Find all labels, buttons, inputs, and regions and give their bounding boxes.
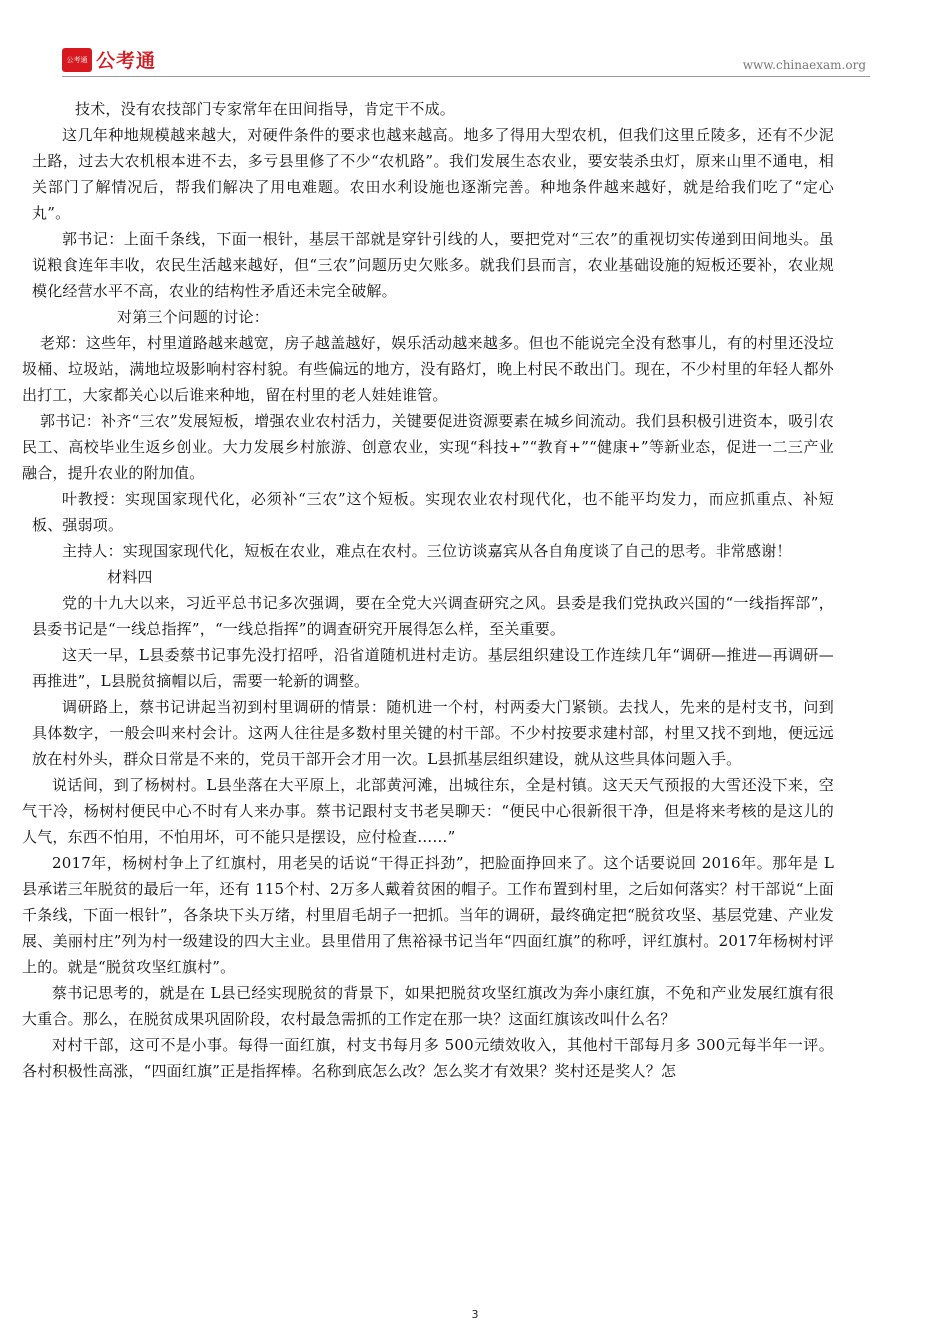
paragraph: 主持人：实现国家现代化，短板在农业，难点在农村。三位访谈嘉宾从各自角度谈了自己的思考。非常感谢！: [62, 542, 792, 560]
page-header: [62, 38, 870, 78]
paragraph: 2017年，杨树村争上了红旗村，用老吴的话说“干得正抖劲”，把脸面挣回来了。这个话要说回 2016年。那年是 L县承诺三年脱贫的最后一年，还有 115个村、2万多人戴着贫困的帽子。工作布置到村里，之后如何落实？村干部说“上面千条线，下面一根针”，各条块下头万绪，村里眉毛胡子一把抓。当年的调研，最终确定把“脱贫攻坚、基层党建、产业发展、美丽村庄”列为村一级建设的四大主业。县里借用了焦裕禄书记当年“四面红旗”的称呼，评红旗村。2017年杨树村评上的。就是“脱贫攻坚红旗村”。: [22, 854, 834, 976]
site-url[interactable]: www.chinaexam.org: [742, 58, 866, 72]
paragraph: 郭书记：补齐“三农”发展短板，增强农业农村活力，关键要促进资源要素在城乡间流动。我们县积极引进资本，吸引农民工、高校毕业生返乡创业。大力发展乡村旅游、创意农业，实现“科技+”“教育+”“健康+”等新业态，促进一二三产业融合，提升农业的附加值。: [22, 412, 834, 482]
paragraph: 蔡书记思考的，就是在 L县已经实现脱贫的背景下，如果把脱贫攻坚红旗改为奔小康红旗，不免和产业发展红旗有很大重合。那么，在脱贫成果巩固阶段，农村最急需抓的工作定在那一块？这面红旗该改叫什么名？: [22, 984, 834, 1028]
paragraph: 对村干部，这可不是小事。每得一面红旗，村支书每月多 500元绩效收入，其他村干部每月多 300元每半年一评。各村积极性高涨，“四面红旗”正是指挥棒。名称到底怎么改？怎么奖才有效果？奖村还是奖人？怎: [22, 1036, 834, 1080]
logo-text: 公考通: [96, 50, 157, 72]
paragraph: 说话间，到了杨树村。L县坐落在大平原上，北部黄河滩，出城往东，全是村镇。这天天气预报的大雪还没下来，空气干冷，杨树村便民中心不时有人来办事。蔡书记跟村支书老吴聊天：“便民中心很新很干净，但是将来考核的是这儿的人气，东西不怕用，不怕用坏，可不能只是摆设，应付检查……”: [22, 776, 834, 846]
logo-badge: 公考通: [62, 48, 92, 72]
paragraph: 这几年种地规模越来越大，对硬件条件的要求也越来越高。地多了得用大型农机，但我们这里丘陵多，还有不少泥土路，过去大农机根本进不去，多亏县里修了不少“农机路”。我们发展生态农业，要安装杀虫灯，原来山里不通电，相关部门了解情况后，帮我们解决了用电难题。农田水利设施也逐渐完善。种地条件越来越好，就是给我们吃了“定心丸”。: [32, 126, 834, 222]
paragraph: 叶教授：实现国家现代化，必须补“三农”这个短板。实现农业农村现代化，也不能平均发力，而应抓重点、补短板、强弱项。: [32, 490, 834, 534]
paragraph: 调研路上，蔡书记讲起当初到村里调研的情景：随机进一个村，村两委大门紧锁。去找人，先来的是村支书，问到具体数字，一般会叫来村会计。这两人往往是多数村里关键的村干部。不少村按要求建村部，村里又找不到地，便远远放在村外头，群众日常是不来的，党员干部开会才用一次。L县抓基层组织建设，就从这些具体问题入手。: [32, 698, 834, 768]
paragraph: 郭书记：上面千条线，下面一根针，基层干部就是穿针引线的人，要把党对“三农”的重视切实传递到田间地头。虽说粮食连年丰收，农民生活越来越好，但“三农”问题历史欠账多。就我们县而言，农业基础设施的短板还要补，农业规模化经营水平不高，农业的结构性矛盾还未完全破解。: [32, 230, 834, 300]
paragraph: 党的十九大以来，习近平总书记多次强调，要在全党大兴调查研究之风。县委是我们党执政兴国的“一线指挥部”，县委书记是“一线总指挥”，“一线总指挥”的调查研究开展得怎么样，至关重要。: [32, 594, 834, 638]
page-number: 3: [471, 1308, 479, 1321]
document-body: [22, 96, 834, 1084]
discussion-heading: 对第三个问题的讨论：: [117, 308, 270, 326]
header-divider: [62, 76, 870, 77]
paragraph: 这天一早，L县委蔡书记事先没打招呼，沿省道随机进村走访。基层组织建设工作连续几年“调研—推进—再调研—再推进”，L县脱贫摘帽以后，需要一轮新的调整。: [32, 646, 834, 690]
paragraph: 老郑：这些年，村里道路越来越宽，房子越盖越好，娱乐活动越来越多。但也不能说完全没有愁事儿，有的村里还没垃圾桶、垃圾站，满地垃圾影响村容村貌。有些偏远的地方，没有路灯，晚上村民不敢出门。现在，不少村里的年轻人都外出打工，大家都关心以后谁来种地，留在村里的老人娃娃谁管。: [22, 334, 834, 404]
section-heading: 材料四: [107, 568, 153, 586]
paragraph: 技术，没有农技部门专家常年在田间指导，肯定干不成。: [75, 100, 456, 118]
logo: [62, 46, 156, 73]
